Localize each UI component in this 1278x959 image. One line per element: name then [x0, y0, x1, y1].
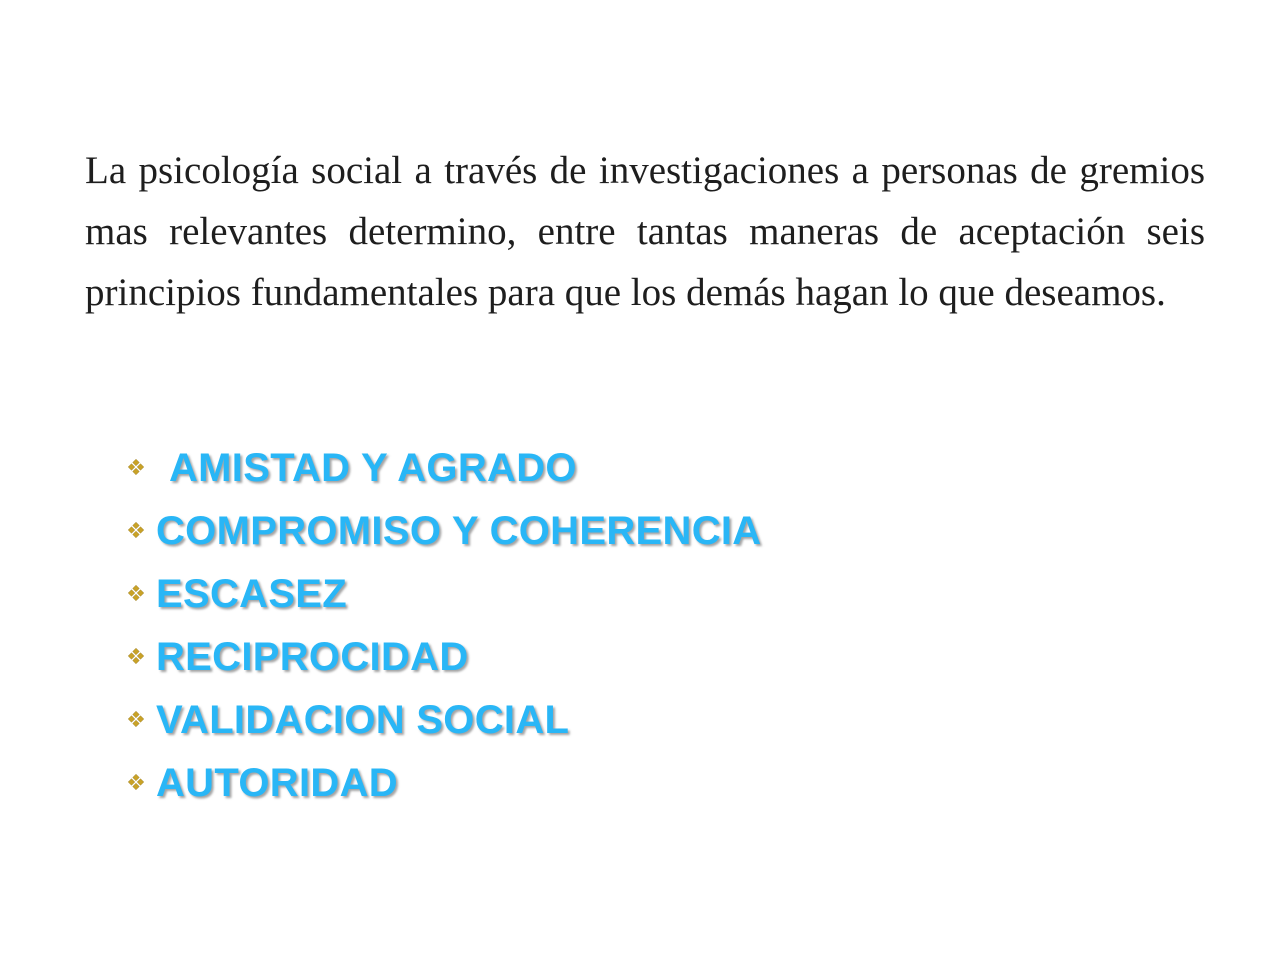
four-diamond-bullet-icon — [128, 459, 154, 479]
four-diamond-bullet-icon — [128, 774, 154, 794]
list-item — [128, 752, 762, 815]
principle-label: VALIDACION SOCIAL — [156, 698, 570, 742]
list-item — [128, 437, 762, 500]
principle-label: AUTORIDAD — [156, 761, 398, 805]
principle-label: RECIPROCIDAD — [156, 635, 469, 679]
four-diamond-bullet-icon — [128, 648, 154, 668]
principle-label: AMISTAD Y AGRADO — [169, 446, 577, 490]
intro-paragraph: La psicología social a través de investigaciones a personas de gremios mas relevantes determino, entre tantas maneras de aceptación seis principios fundamentales para que los demás hagan lo que deseamos. — [85, 149, 1205, 314]
four-diamond-bullet-icon — [128, 522, 154, 542]
four-diamond-bullet-icon — [128, 585, 154, 605]
list-item — [128, 626, 762, 689]
principle-label: ESCASEZ — [156, 572, 348, 616]
list-item — [128, 689, 762, 752]
principles-list — [128, 437, 762, 815]
four-diamond-bullet-icon — [128, 711, 154, 731]
list-item — [128, 563, 762, 626]
principle-label: COMPROMISO Y COHERENCIA — [156, 509, 762, 553]
list-item — [128, 500, 762, 563]
